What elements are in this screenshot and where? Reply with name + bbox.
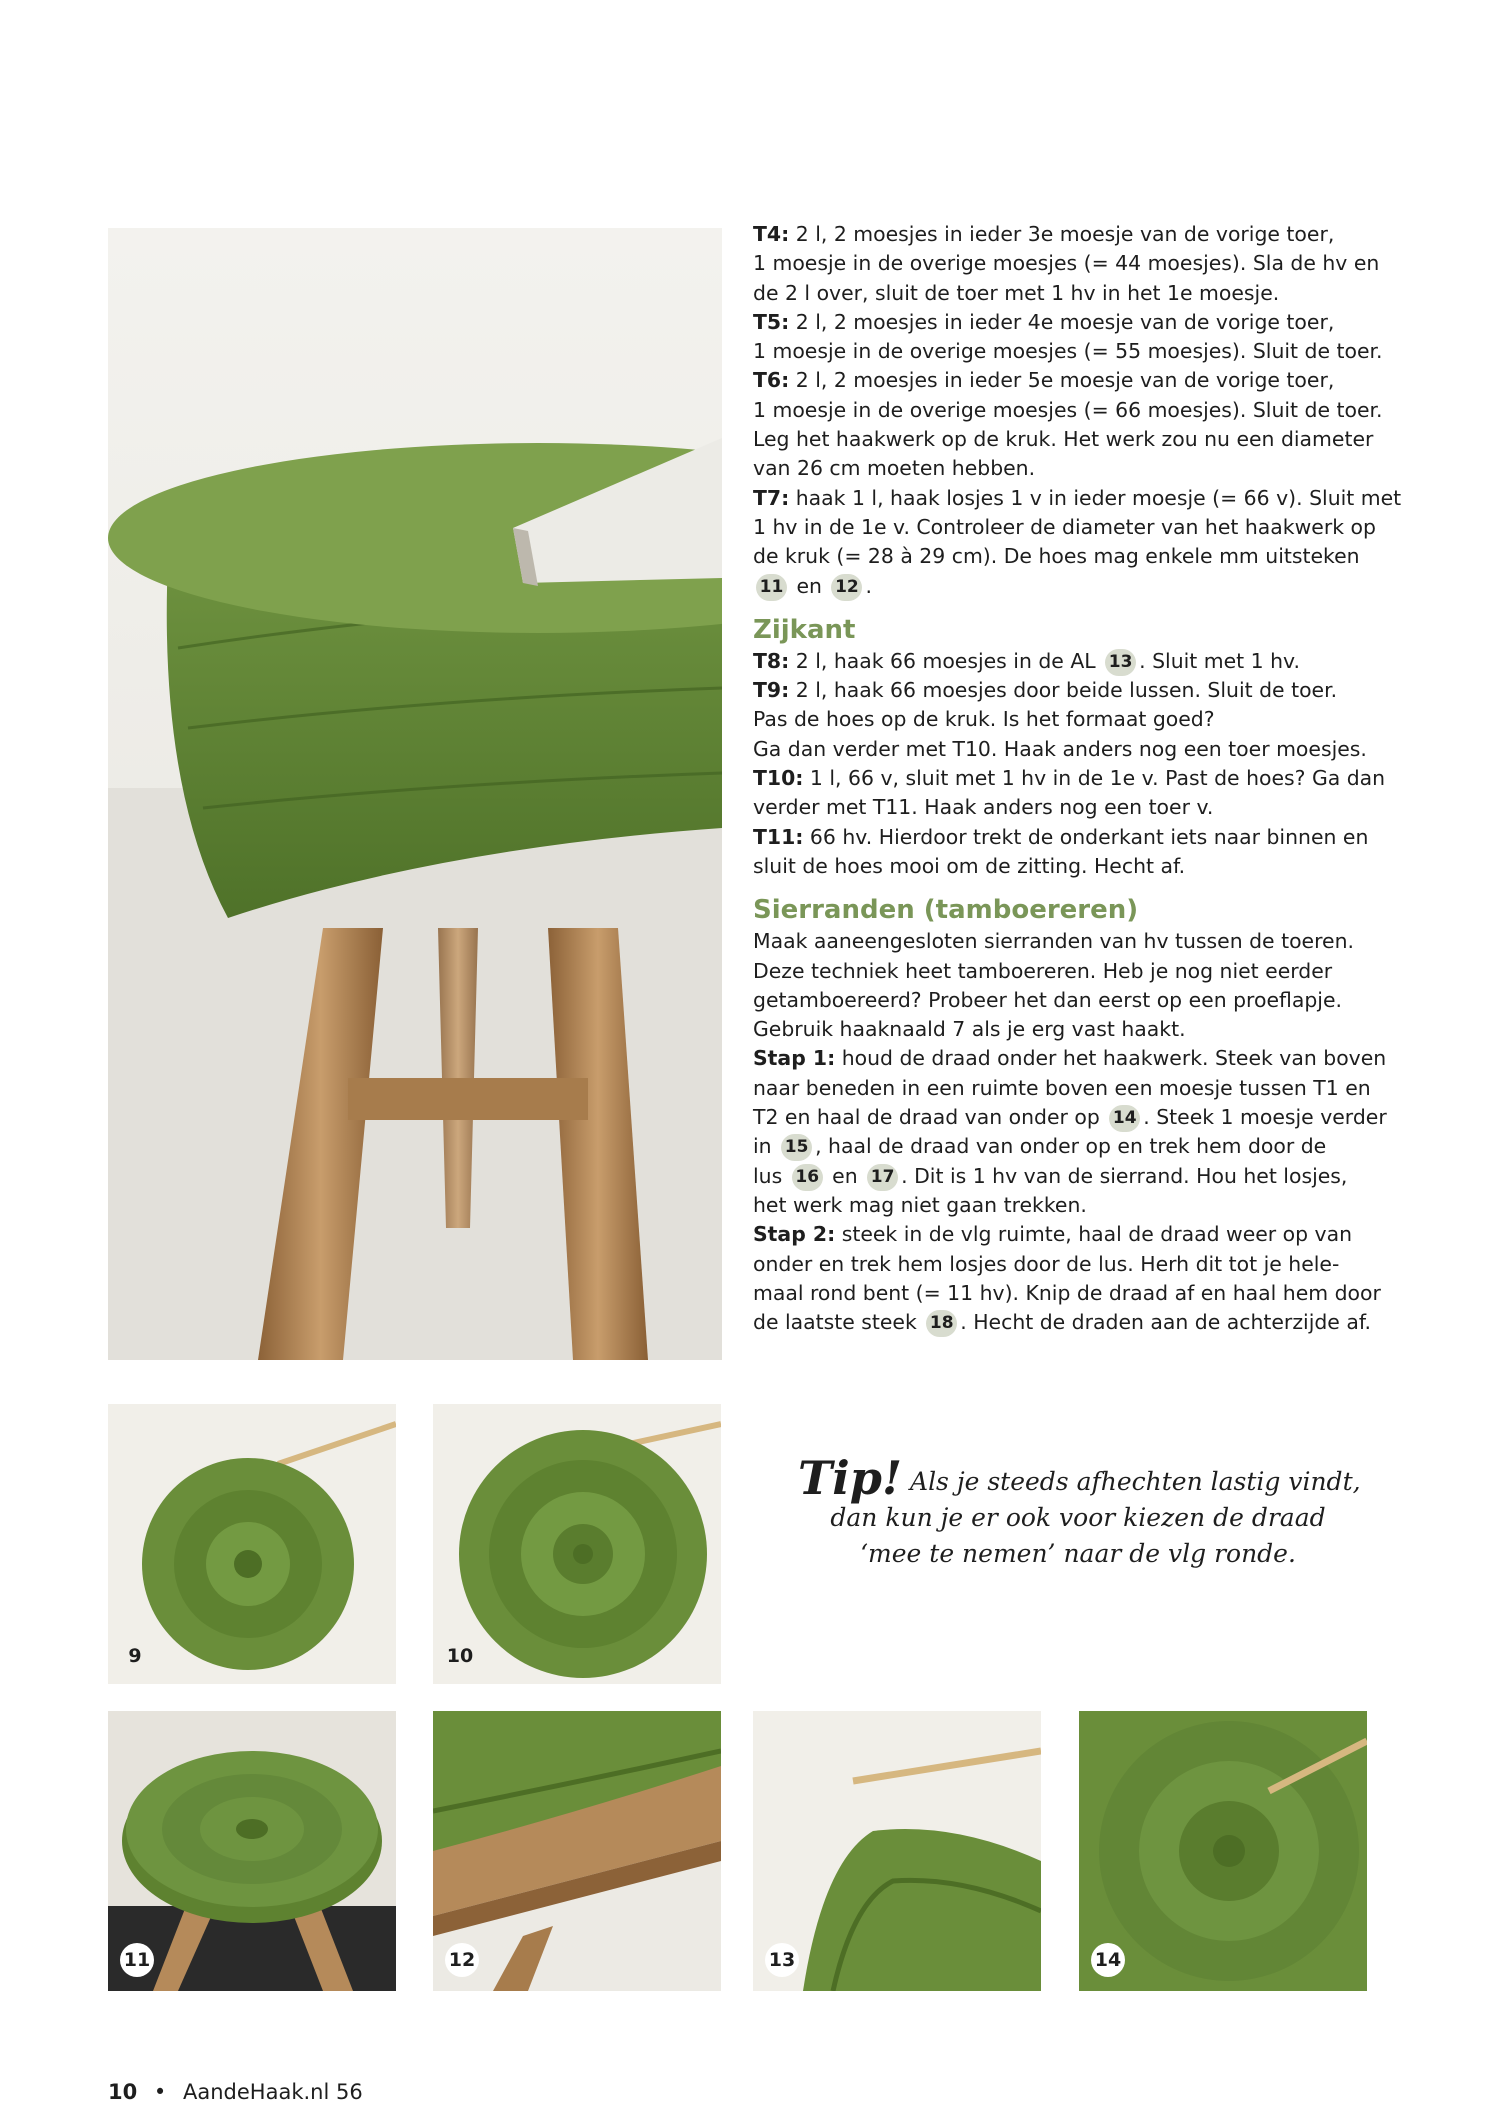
instructions-rounds-4-7 [753, 220, 1402, 572]
instruction-line: Pas de hoes op de kruk. Is het formaat goed? [753, 707, 1215, 732]
step-badge: 16 [792, 1164, 823, 1191]
photo-step-10 [433, 1404, 721, 1684]
step-badge: 15 [781, 1134, 812, 1161]
step-badge: 14 [1109, 1105, 1140, 1132]
instruction-line: maal rond bent (= 11 hv). Knip de draad af en haal hem door [753, 1280, 1381, 1305]
tip-line-3: ‘mee te nemen’ naar de vlg ronde. [860, 1539, 1296, 1568]
instruction-line: in 15 , haal de draad van onder op en trek hem door de [753, 1132, 1393, 1161]
instruction-line: T2 en haal de draad van onder op 14 . Steek 1 moesje verder [753, 1103, 1393, 1132]
instructions-stap-2 [753, 1220, 1393, 1308]
step-badge: 12 [831, 574, 862, 601]
photo-step-13 [753, 1711, 1041, 1991]
instruction-line: sluit de hoes mooi om de zitting. Hecht af. [753, 853, 1186, 878]
photo-step-12 [433, 1711, 721, 1991]
instruction-line: T11: 66 hv. Hierdoor trekt de onderkant iets naar binnen en [753, 824, 1369, 849]
photo-label-9: 9 [128, 1645, 142, 1667]
instruction-line: het werk mag niet gaan trekken. [753, 1192, 1087, 1217]
instructions-rounds-9-11 [753, 676, 1393, 881]
instruction-line: Leg het haakwerk op de kruk. Het werk zou nu een diameter [753, 427, 1374, 452]
photo-label-14: 14 [1091, 1943, 1125, 1977]
photo-label-13: 13 [765, 1943, 799, 1977]
instruction-line: lus 16 en 17 . Dit is 1 hv van de sierrand. Hou het losjes, [753, 1162, 1393, 1191]
instruction-line: verder met T11. Haak anders nog een toer v. [753, 795, 1214, 820]
instruction-line: getamboereerd? Probeer het dan eerst op een proeflapje. [753, 987, 1342, 1012]
instruction-line: T5: 2 l, 2 moesjes in ieder 4e moesje van de vorige toer, [753, 309, 1335, 334]
footer-separator: • [153, 2080, 167, 2104]
instruction-line: 11 en 12 . [753, 572, 1393, 601]
instruction-line: Stap 2: steek in de vlg ruimte, haal de draad weer op van [753, 1222, 1353, 1247]
photo-step-9 [108, 1404, 396, 1684]
instruction-line: onder en trek hem losjes door de lus. Herh dit tot je hele- [753, 1251, 1340, 1276]
magazine-name: AandeHaak.nl 56 [183, 2080, 363, 2104]
heading-zijkant: Zijkant [753, 614, 856, 645]
instruction-line: T6: 2 l, 2 moesjes in ieder 5e moesje van de vorige toer, [753, 368, 1335, 393]
instruction-line: de kruk (= 28 à 29 cm). De hoes mag enkele mm uitsteken [753, 544, 1360, 569]
instructions-sierranden [753, 927, 1393, 1103]
hero-photo-stool [108, 228, 722, 1360]
instruction-line: T4: 2 l, 2 moesjes in ieder 3e moesje van de vorige toer, [753, 222, 1335, 246]
instruction-line: de laatste steek 18 . Hecht de draden aan de achterzijde af. [753, 1308, 1393, 1337]
instruction-line: Gebruik haaknaald 7 als je erg vast haakt. [753, 1017, 1186, 1042]
instruction-line: T9: 2 l, haak 66 moesjes door beide lussen. Sluit de toer. [753, 678, 1338, 703]
instruction-line: 1 hv in de 1e v. Controleer de diameter van het haakwerk op [753, 514, 1376, 539]
photo-label-11: 11 [120, 1943, 154, 1977]
instruction-line: 1 moesje in de overige moesjes (= 55 moesjes). Sluit de toer. [753, 339, 1383, 364]
tip-word: Tip! [798, 1451, 903, 1505]
instruction-line: Maak aaneengesloten sierranden van hv tussen de toeren. [753, 929, 1354, 954]
photo-label-12: 12 [445, 1943, 479, 1977]
step-badge: 11 [756, 574, 787, 601]
instruction-line: van 26 cm moeten hebben. [753, 456, 1036, 481]
page-number: 10 [108, 2080, 138, 2104]
instruction-line: Deze techniek heet tamboereren. Heb je nog niet eerder [753, 958, 1333, 983]
tip-box [798, 1451, 1361, 1572]
tip-line-1: Tip! Als je steeds afhechten lastig vindt, [798, 1451, 1361, 1505]
step-badge: 17 [867, 1164, 898, 1191]
photo-label-10: 10 [446, 1645, 474, 1667]
instructions-column [753, 220, 1402, 1337]
page-footer [108, 2080, 363, 2104]
instruction-line: 1 moesje in de overige moesjes (= 44 moesjes). Sla de hv en [753, 251, 1380, 276]
instruction-line: T7: haak 1 l, haak losjes 1 v in ieder moesje (= 66 v). Sluit met [753, 485, 1402, 510]
step-badge: 13 [1105, 649, 1136, 676]
instruction-line: naar beneden in een ruimte boven een moesje tussen T1 en [753, 1075, 1371, 1100]
instruction-line: 1 moesje in de overige moesjes (= 66 moesjes). Sluit de toer. [753, 397, 1383, 422]
photo-step-14 [1079, 1711, 1367, 1991]
photo-step-11 [108, 1711, 396, 1991]
instruction-line: Ga dan verder met T10. Haak anders nog een toer moesjes. [753, 736, 1367, 761]
instruction-line: de 2 l over, sluit de toer met 1 hv in het 1e moesje. [753, 280, 1280, 305]
tip-line-2: dan kun je er ook voor kiezen de draad [830, 1503, 1326, 1532]
step-badge: 18 [926, 1310, 957, 1337]
heading-sierranden: Sierranden (tamboereren) [753, 895, 1139, 926]
instruction-line: Stap 1: houd de draad onder het haakwerk. Steek van boven [753, 1046, 1387, 1071]
instruction-line: T8: 2 l, haak 66 moesjes in de AL 13 . Sluit met 1 hv. [753, 647, 1393, 676]
instruction-line: T10: 1 l, 66 v, sluit met 1 hv in de 1e v. Past de hoes? Ga dan [753, 766, 1386, 791]
